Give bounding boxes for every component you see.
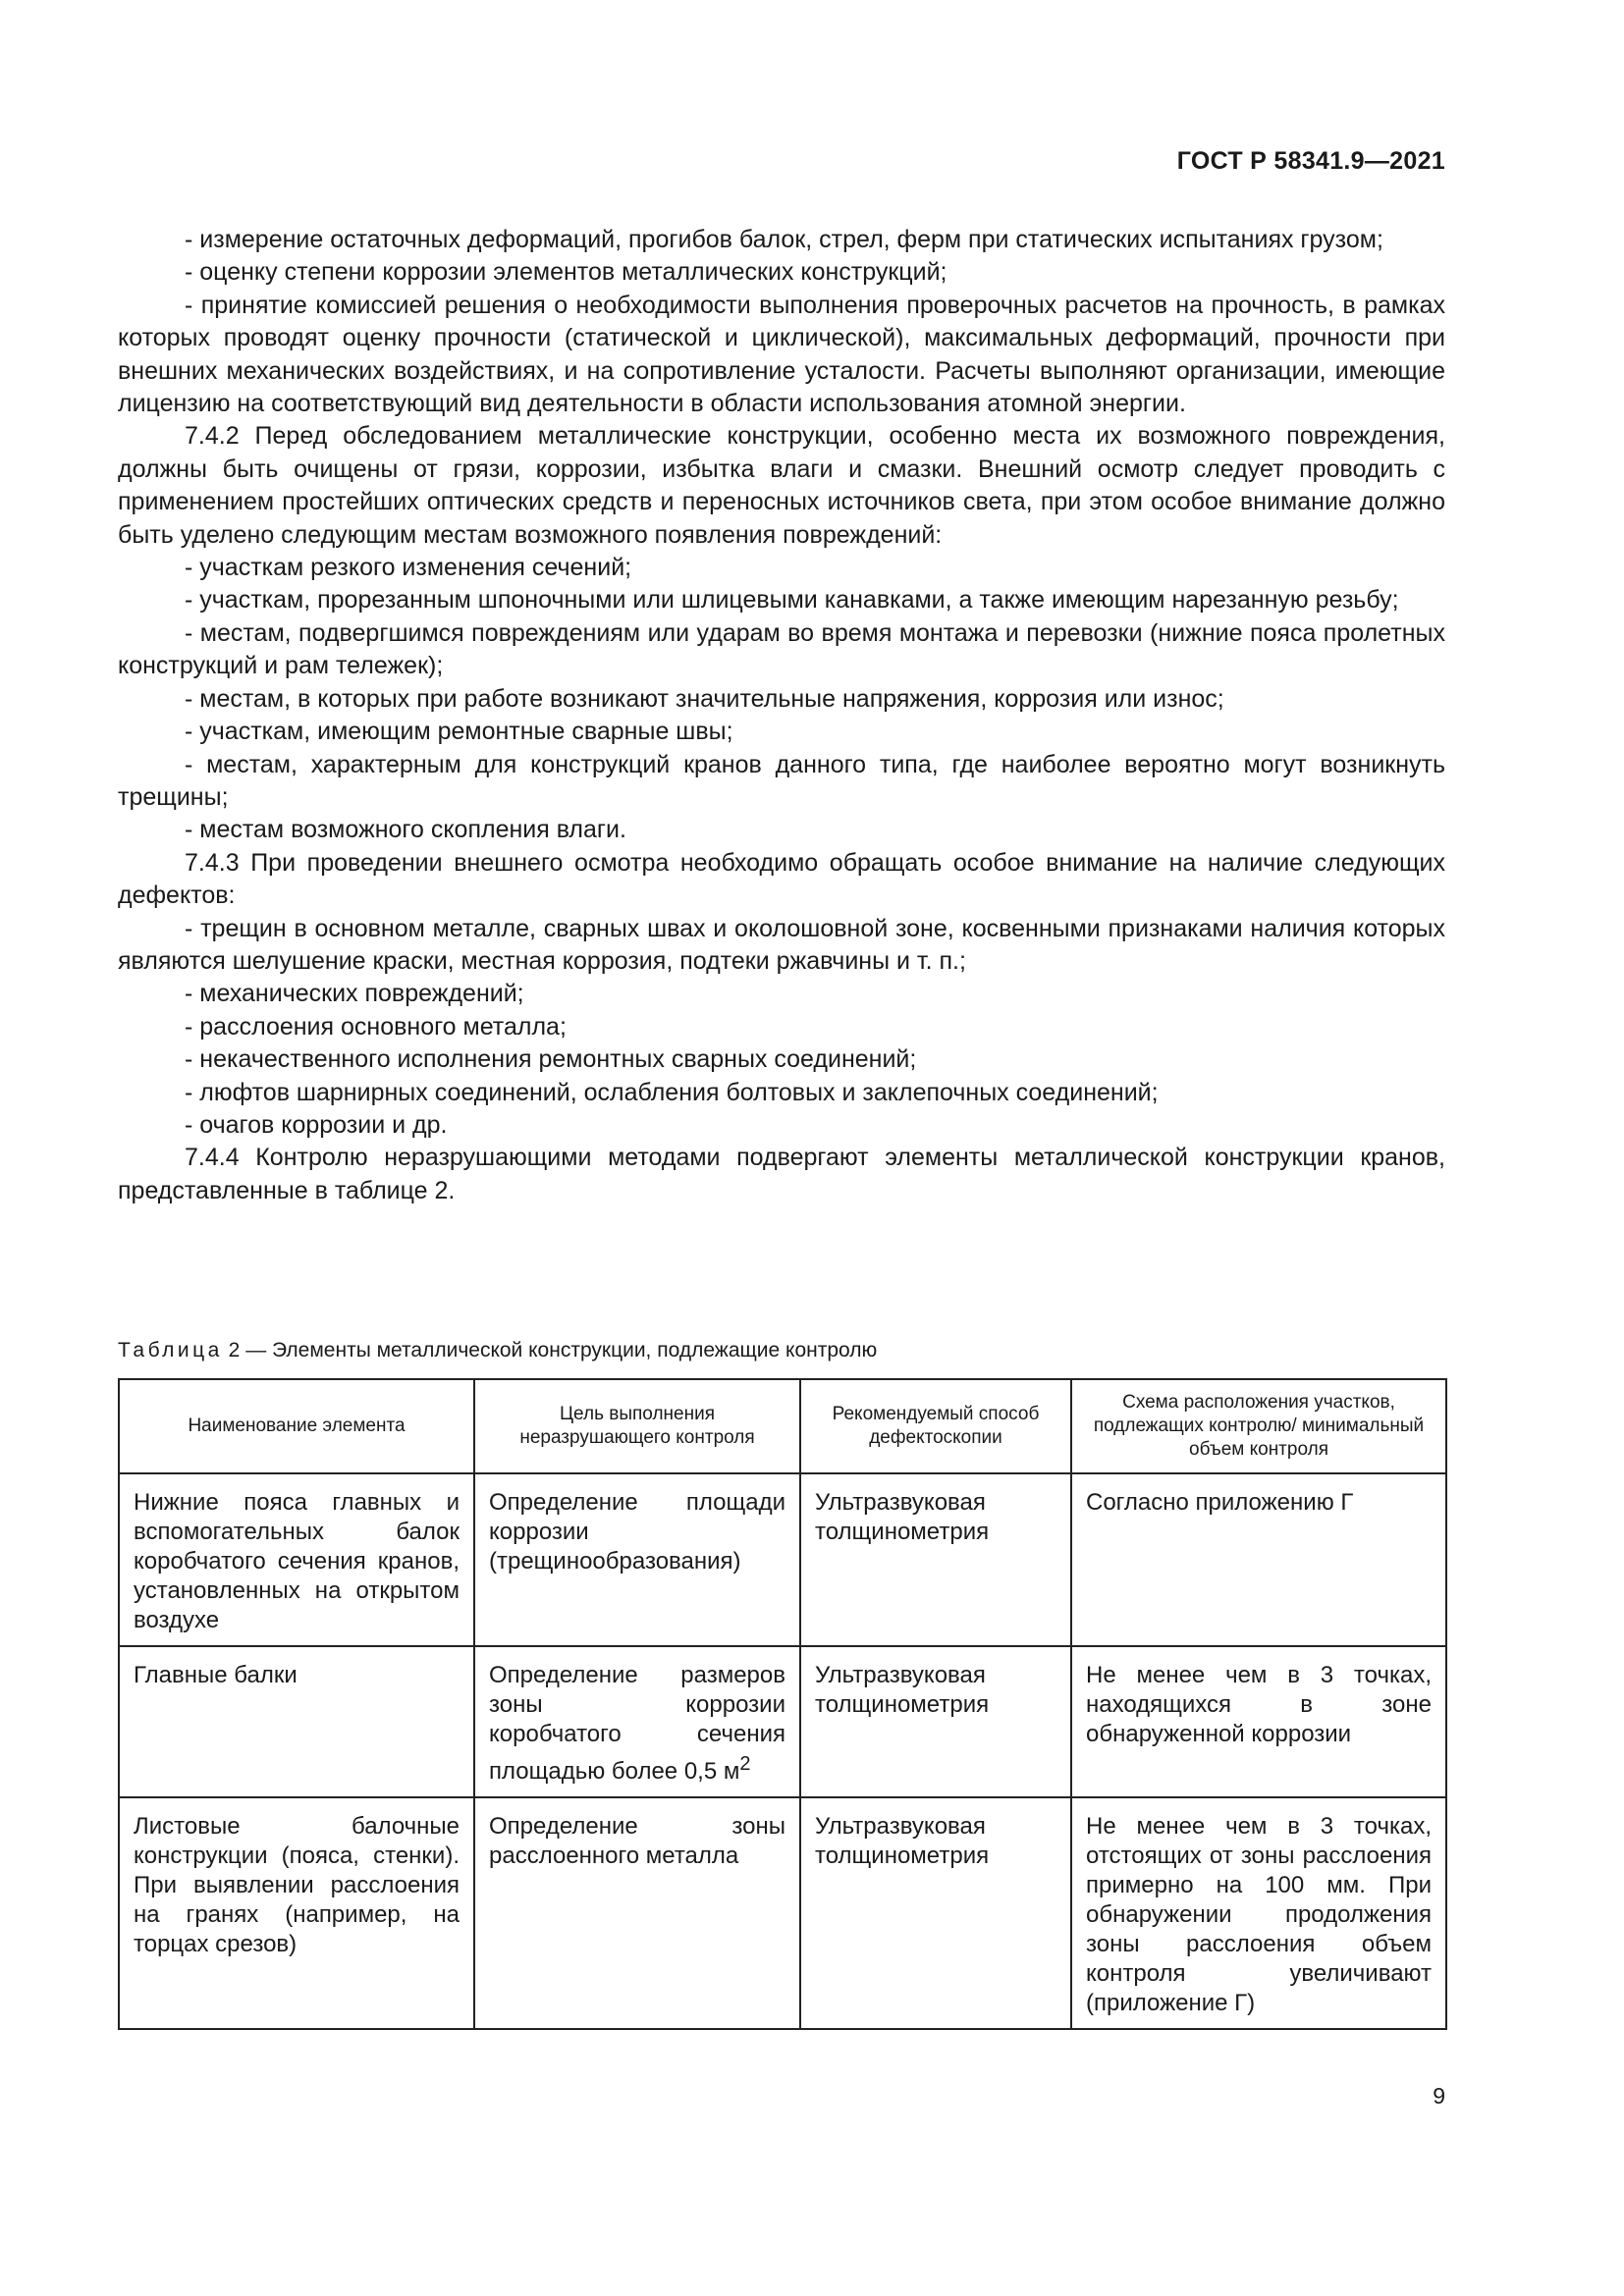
paragraph: - участкам резкого изменения сечений; (185, 554, 632, 582)
paragraph: - очагов коррозии и др. (185, 1110, 448, 1139)
table-cell: Не менее чем в 3 точках, отстоящих от зоны расслоения примерно на 100 мм. При обнаружении продолжения зоны расслоения объем контроля увеличивают (приложение Г) (1071, 1797, 1446, 2029)
table-cell: Главные балки (119, 1646, 474, 1797)
table-cell: Определение площади коррозии (трещинообразования) (474, 1473, 800, 1646)
paragraph: - расслоения основного металла; (185, 1012, 567, 1041)
column-header: Наименование элемента (119, 1379, 474, 1473)
paragraph: 7.4.4 Контролю неразрушающими методами подвергают элементы металлической конструкции кранов, представленные в таблице 2. (118, 1144, 1445, 1204)
paragraph: - трещин в основном металле, сварных швах и околошовной зоне, косвенными признаками наличия которых являются шелушение краски, местная коррозия, подтеки ржавчины и т. п.; (118, 914, 1445, 975)
table-cell-text: Определение размеров зоны коррозии коробчатого сечения площадью более 0,5 м (489, 1662, 785, 1785)
column-header: Рекомендуемый способ дефектоскопии (800, 1379, 1071, 1473)
body-text (118, 224, 1445, 1207)
document-id: ГОСТ Р 58341.9—2021 (1176, 147, 1445, 175)
table-cell: Ультразвуковая толщинометрия (800, 1646, 1071, 1797)
paragraph: - люфтов шарнирных соединений, ослабления болтовых и заклепочных соединений; (185, 1078, 1159, 1106)
paragraph: - участкам, имеющим ремонтные сварные швы; (185, 718, 733, 746)
column-header: Схема расположения участков, подлежащих контролю/ минимальный объем контроля (1071, 1379, 1446, 1473)
page-number: 9 (1433, 2083, 1445, 2109)
table-cell (474, 1646, 800, 1797)
paragraph: - местам, в которых при работе возникают значительные напряжения, коррозия или износ; (185, 684, 1224, 713)
table-cell: Нижние пояса главных и вспомогательных балок коробчатого сечения кранов, установленных на открытом воздухе (119, 1473, 474, 1646)
paragraph: - оценку степени коррозии элементов металлических конструкций; (185, 258, 947, 287)
table-row (119, 1473, 1446, 1646)
elements-table (118, 1378, 1447, 2030)
table-caption-text: 2 — Элементы металлической конструкции, подлежащие контролю (222, 1339, 878, 1362)
table-caption (118, 1337, 877, 1364)
paragraph: - некачественного исполнения ремонтных сварных соединений; (185, 1045, 917, 1074)
table-cell: Ультразвуковая толщинометрия (800, 1473, 1071, 1646)
paragraph: - механических повреждений; (185, 980, 524, 1008)
table-cell: Ультразвуковая толщинометрия (800, 1797, 1071, 2029)
table-header-row (119, 1379, 1446, 1473)
paragraph: - принятие комиссией решения о необходимости выполнения проверочных расчетов на прочность, в рамках которых проводят оценку прочности (статической и циклической), максимальных деформаций, прочности при внешних механических воздействиях, и на сопротивление усталости. Расчеты выполняют организации, имеющие лицензию на соответствующий вид деятельности в области использования атомной энергии. (118, 291, 1445, 418)
table-cell: Не менее чем в 3 точках, находящихся в зоне обнаруженной коррозии (1071, 1646, 1446, 1797)
table-row (119, 1646, 1446, 1797)
column-header: Цель выполнения неразрушающего контроля (474, 1379, 800, 1473)
paragraph: - местам, подвергшимся повреждениям или ударам во время монтажа и перевозки (нижние пояса пролетных конструкций и рам тележек); (118, 618, 1445, 680)
table-cell: Листовые балочные конструкции (пояса, стенки). При выявлении расслоения на гранях (например, на торцах срезов) (119, 1797, 474, 2029)
table-caption-label: Таблица (118, 1339, 223, 1362)
paragraph: - местам возможного скопления влаги. (185, 816, 626, 844)
table-cell: Определение зоны расслоенного металла (474, 1797, 800, 2029)
superscript: 2 (739, 1753, 751, 1775)
paragraph: - местам, характерным для конструкций кранов данного типа, где наиболее вероятно могут возникнуть трещины; (118, 750, 1445, 811)
table-row (119, 1797, 1446, 2029)
paragraph: - участкам, прорезанным шпоночными или шлицевыми канавками, а также имеющим нарезанную резьбу; (185, 586, 1399, 614)
table-cell: Согласно приложению Г (1071, 1473, 1446, 1646)
paragraph: 7.4.2 Перед обследованием металлические конструкции, особенно места их возможного повреждения, должны быть очищены от грязи, коррозии, избытка влаги и смазки. Внешний осмотр следует проводить с применением простейших оптических средств и переносных источников света, при этом особое внимание должно быть уделено следующим местам возможного появления повреждений: (118, 422, 1445, 549)
paragraph: - измерение остаточных деформаций, прогибов балок, стрел, ферм при статических испытаниях грузом; (185, 226, 1383, 253)
paragraph: 7.4.3 При проведении внешнего осмотра необходимо обращать особое внимание на наличие следующих дефектов: (118, 848, 1445, 910)
